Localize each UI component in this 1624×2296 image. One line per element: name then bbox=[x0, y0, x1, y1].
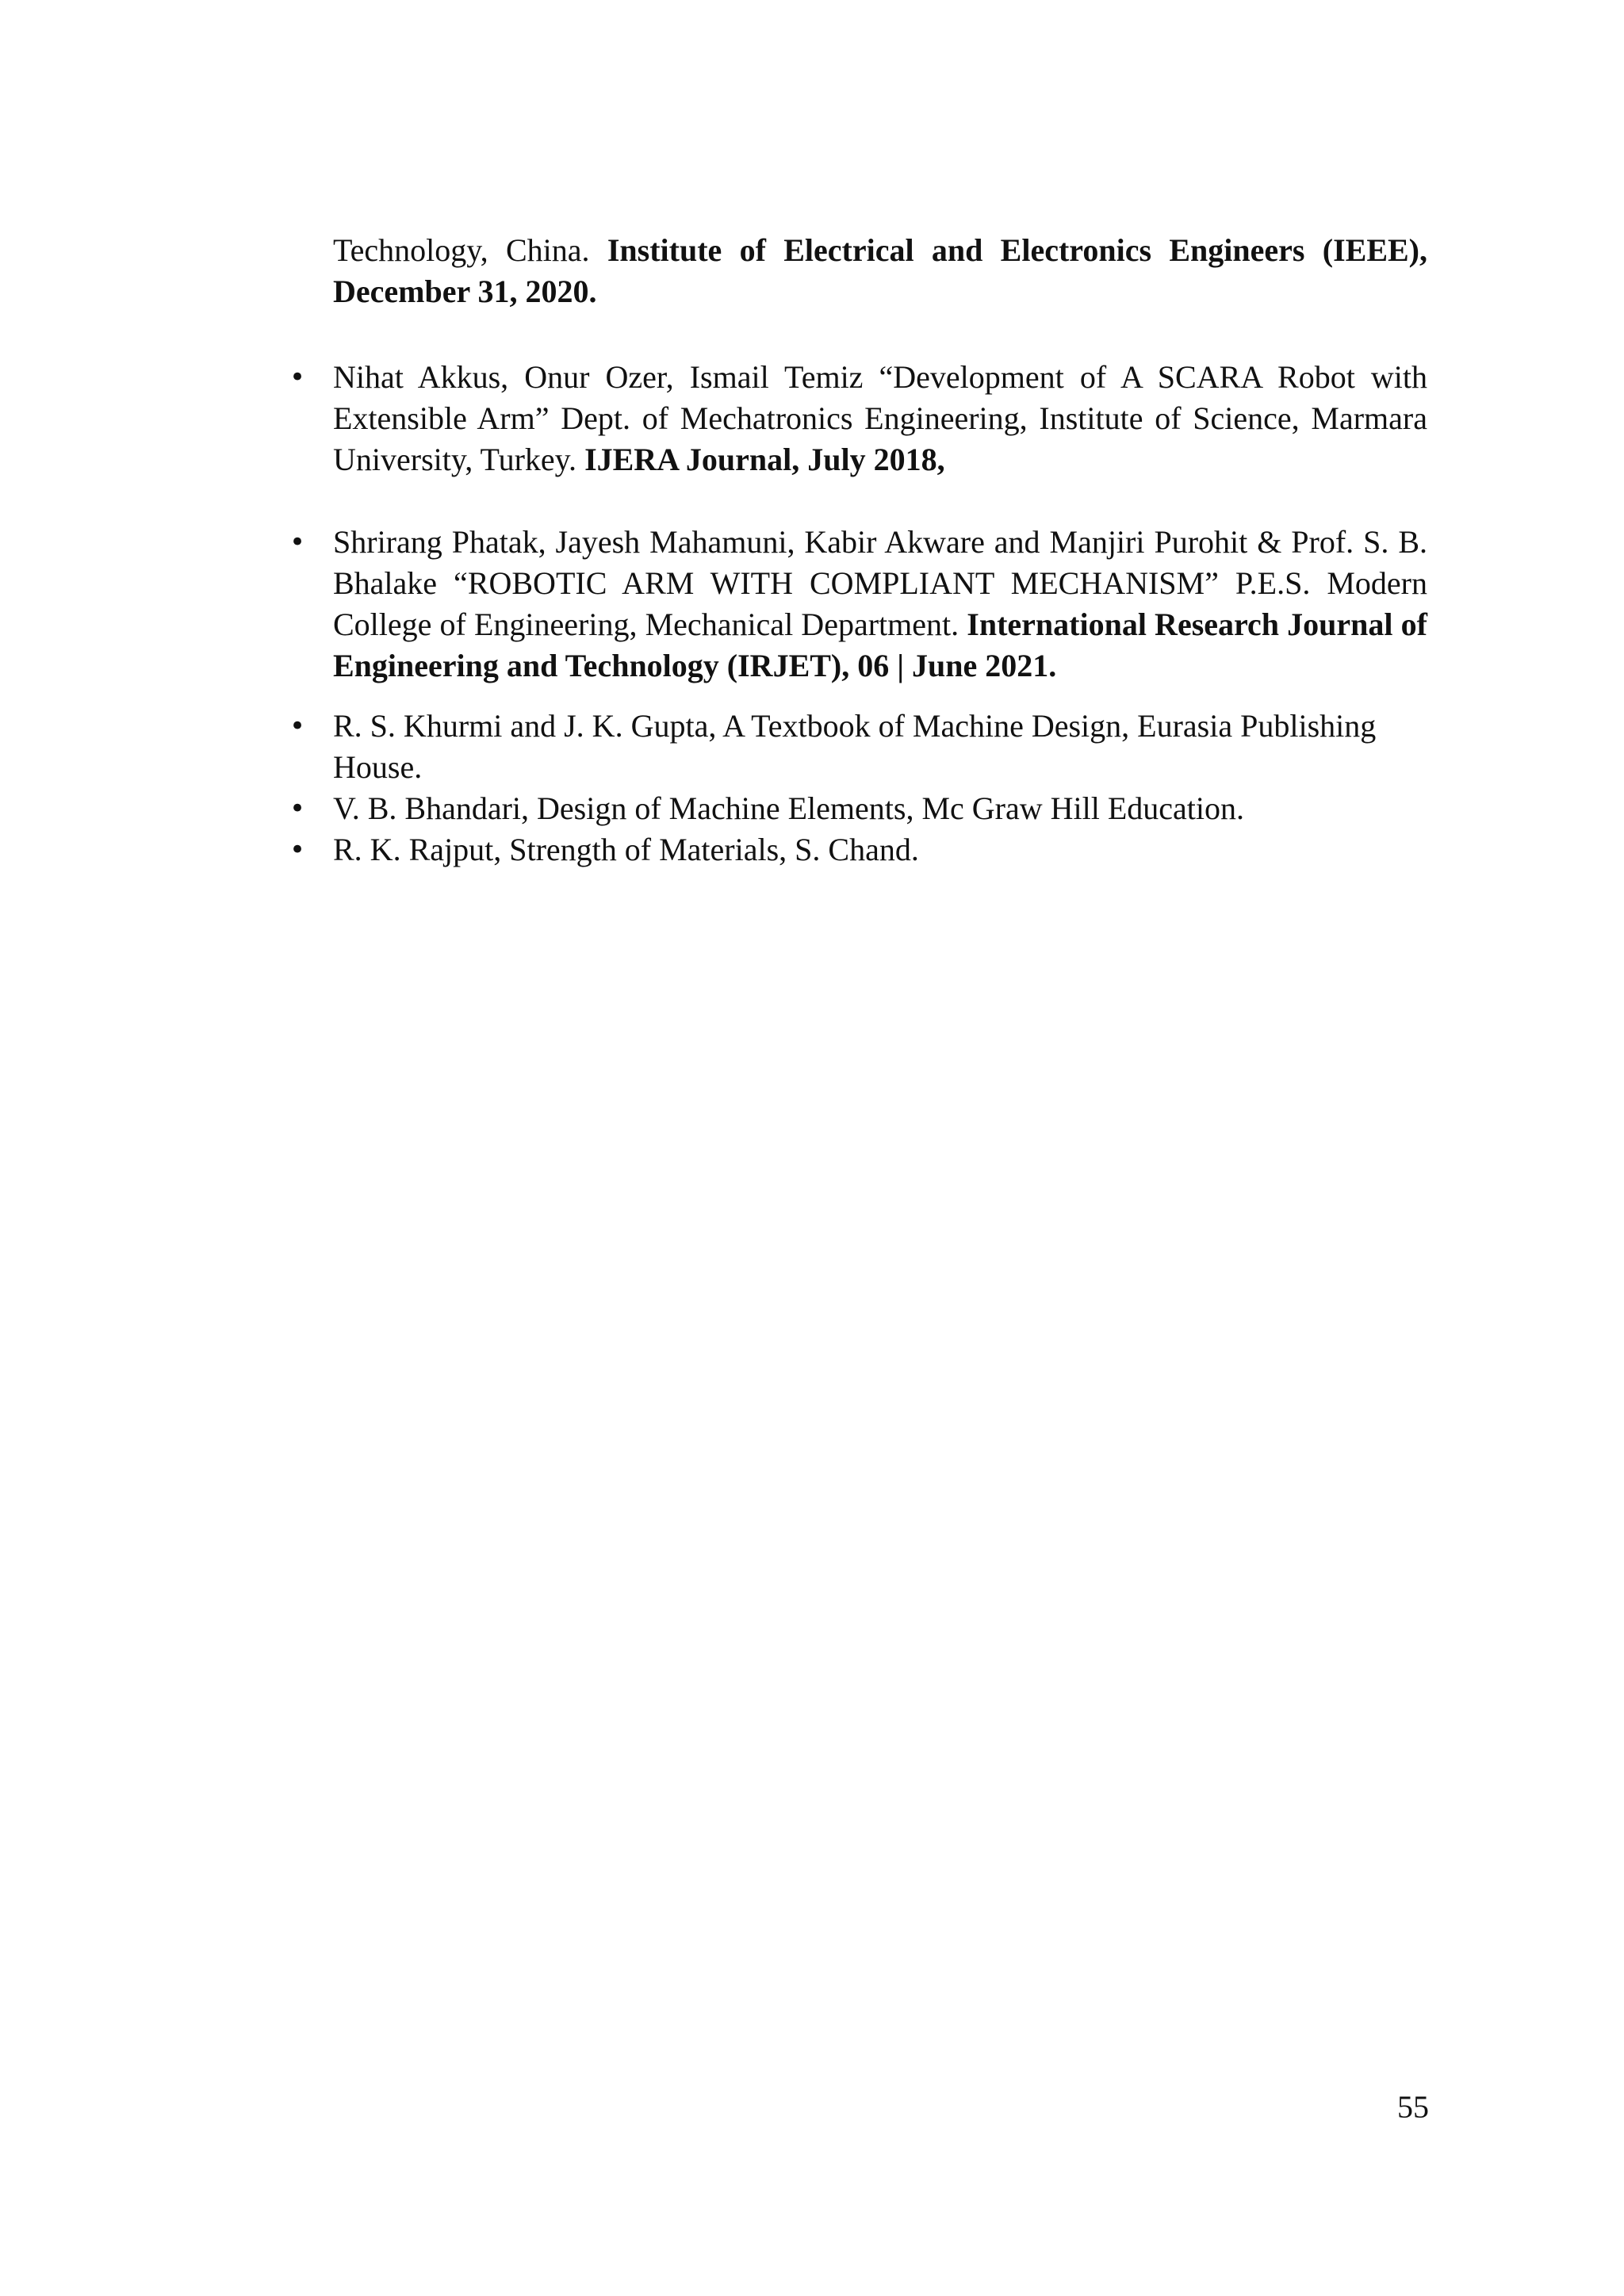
reference-text: Nihat Akkus, Onur Ozer, Ismail Temiz “Development of A SCARA Robot with Extensible Arm” Dept. of Mechatronics Engineering, Institute of Science, Marmara University, Turkey. bbox=[333, 359, 1427, 477]
reference-text: Technology, China. bbox=[333, 232, 607, 268]
bullet-icon: • bbox=[289, 362, 306, 393]
reference-item bbox=[285, 706, 1427, 788]
reference-item bbox=[285, 788, 1427, 829]
reference-list bbox=[285, 230, 1427, 871]
bullet-icon: • bbox=[289, 710, 306, 742]
reference-item bbox=[285, 357, 1427, 480]
bullet-icon: • bbox=[289, 834, 306, 866]
reference-text: R. S. Khurmi and J. K. Gupta, A Textbook of Machine Design, Eurasia Publishing House. bbox=[333, 708, 1377, 785]
page-number: 55 bbox=[1397, 2089, 1429, 2125]
bullet-icon: • bbox=[289, 526, 306, 558]
reference-text: Shrirang Phatak, Jayesh Mahamuni, Kabir Akware and Manjiri Purohit & Prof. S. B. Bhalake “ROBOTIC ARM WITH COMPLIANT MECHANISM” P.E.S. Modern College of Engineering, Mechanical Department. bbox=[333, 524, 1427, 642]
reference-item bbox=[285, 522, 1427, 687]
reference-source: Institute of Electrical and Electronics Engineers (IEEE), December 31, 2020. bbox=[333, 232, 1427, 309]
bullet-icon: • bbox=[289, 793, 306, 825]
reference-source: IJERA Journal, July 2018, bbox=[584, 442, 945, 477]
reference-source: International Research Journal of Engineering and Technology (IRJET), 06 | June 2021. bbox=[333, 607, 1427, 683]
reference-text: V. B. Bhandari, Design of Machine Elements, Mc Graw Hill Education. bbox=[333, 790, 1245, 826]
reference-item bbox=[285, 829, 1427, 871]
reference-item-continued bbox=[285, 230, 1427, 312]
reference-text: R. K. Rajput, Strength of Materials, S. Chand. bbox=[333, 832, 919, 867]
